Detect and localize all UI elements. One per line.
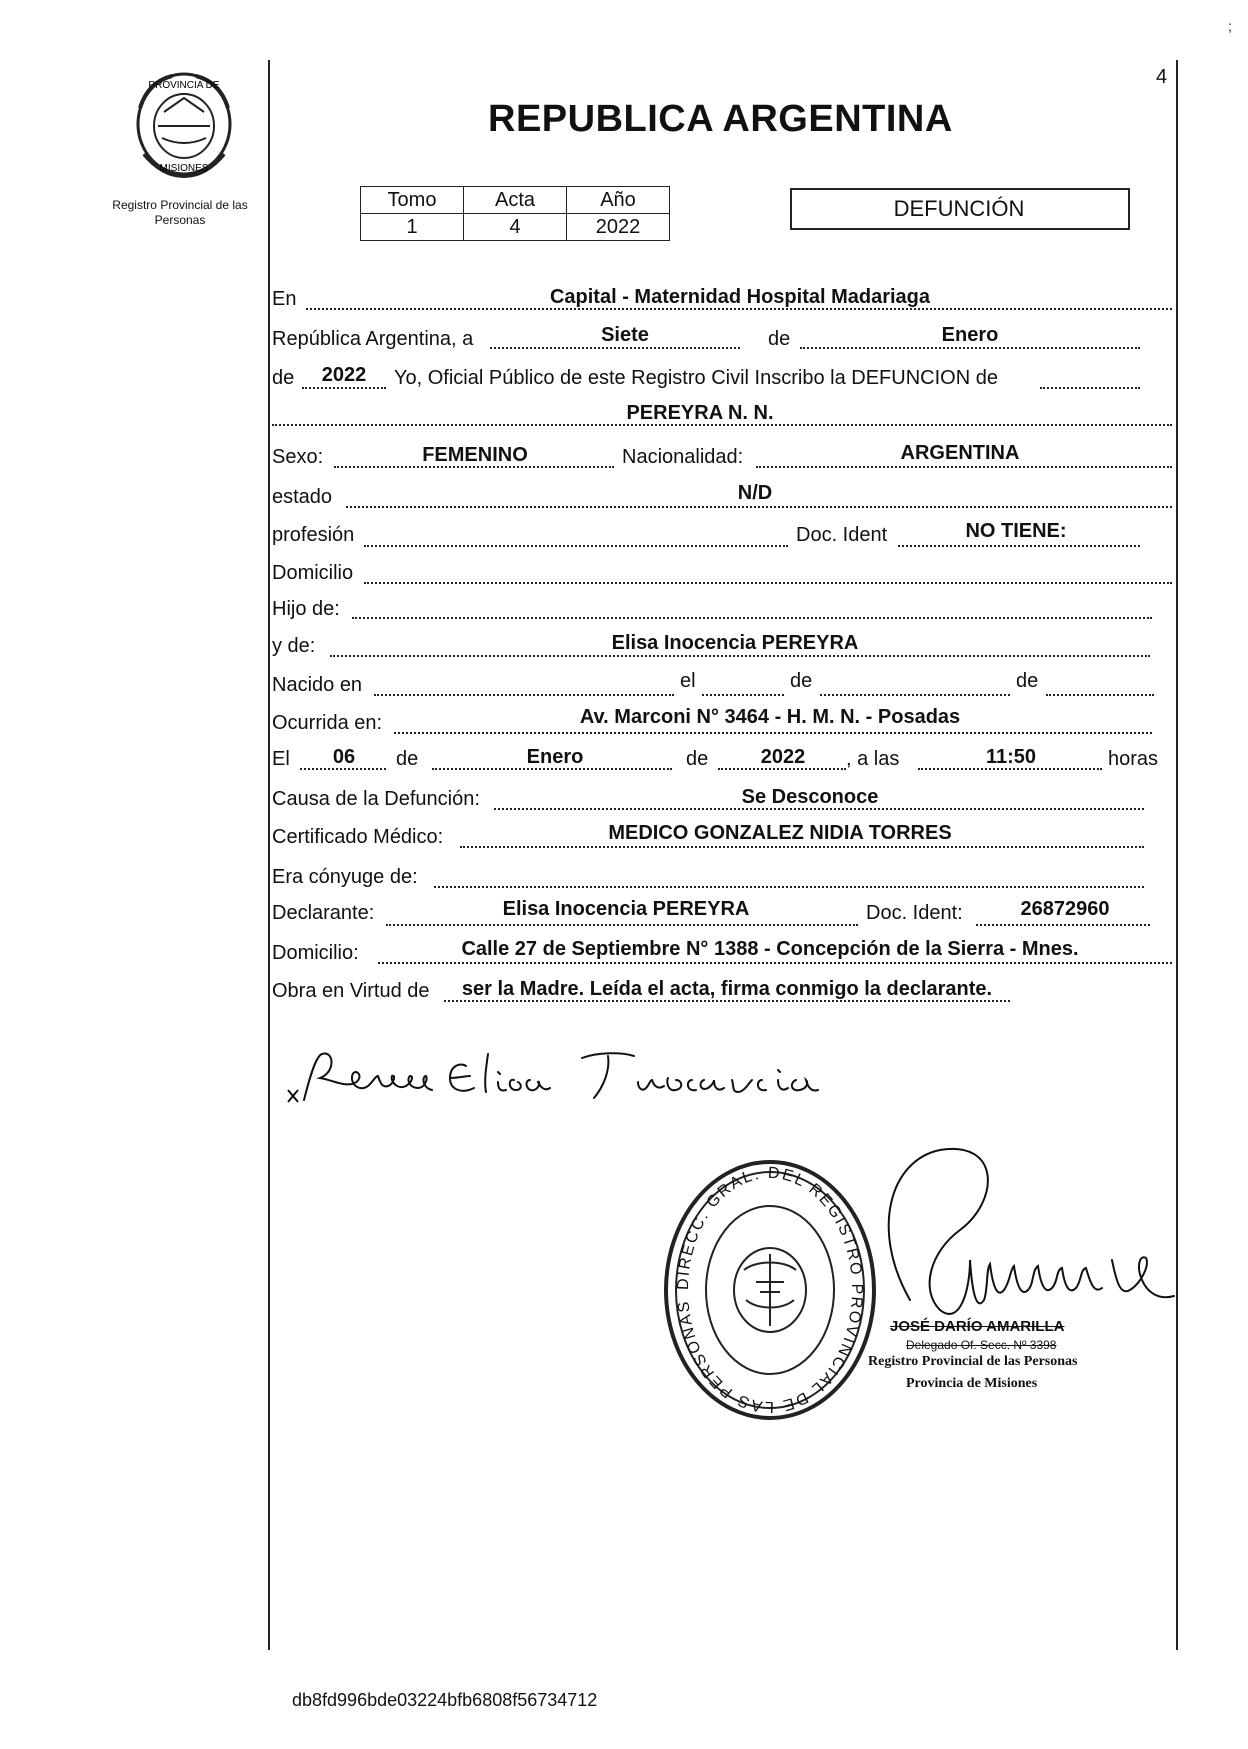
sexo-value: FEMENINO — [422, 444, 528, 466]
emblem-bottom-text: MISIONES — [159, 163, 209, 174]
left-margin-rule — [268, 60, 270, 1650]
seal-text: DIRECC. GRAL. DEL REGISTRO PROVINCIAL DE LAS PERSONAS — [674, 1164, 866, 1416]
emblem-top-text: PROVINCIA DE — [148, 80, 220, 91]
conyuge-label: Era cónyuge de: — [272, 866, 418, 888]
oficial-text: Yo, Oficial Público de este Registro Civil Inscribo la DEFUNCION de — [394, 367, 998, 389]
domicilio2-label: Domicilio: — [272, 942, 359, 964]
estado-label: estado — [272, 486, 333, 508]
de-label: de — [768, 328, 791, 350]
tomo-header: Tomo — [361, 187, 464, 214]
en-label: En — [272, 288, 297, 310]
obra-label: Obra en Virtud de — [272, 980, 430, 1002]
nacionalidad-line — [756, 466, 1172, 468]
sexo-label: Sexo: — [272, 446, 324, 468]
anio-header: Año — [567, 187, 670, 214]
right-margin-rule — [1176, 60, 1178, 1650]
doc-ident-line — [898, 545, 1140, 547]
page-number: 4 — [1156, 66, 1168, 88]
official-signature — [850, 1140, 1180, 1330]
day-value: Siete — [601, 324, 649, 346]
month-line — [800, 347, 1140, 349]
declarante-value: Elisa Inocencia PEREYRA — [502, 898, 750, 920]
mother-name: Elisa Inocencia PEREYRA — [611, 632, 859, 654]
certificado-line — [460, 846, 1144, 848]
death-month: Enero — [526, 746, 584, 768]
estado-value: N/D — [737, 482, 773, 504]
y-de-line — [330, 655, 1150, 657]
deceased-name: PEREYRA N. N. — [626, 402, 774, 424]
official-seal — [660, 1150, 880, 1420]
y-de-label: y de: — [272, 635, 316, 657]
doc-ident2-line — [976, 924, 1150, 926]
page-title: REPUBLICA ARGENTINA — [488, 98, 953, 140]
profesion-label: profesión — [272, 524, 355, 546]
de6-label: de — [686, 748, 709, 770]
certificado-value: MEDICO GONZALEZ NIDIA TORRES — [608, 822, 952, 844]
ocurrida-label: Ocurrida en: — [272, 712, 383, 734]
official-title: Delegado Of. Secc. Nº 3398 — [906, 1338, 1057, 1352]
tomo-value: 1 — [361, 214, 464, 241]
el2-label: El — [272, 748, 290, 770]
de4-label: de — [1016, 670, 1039, 692]
record-reference-table — [360, 186, 670, 241]
de5-label: de — [396, 748, 419, 770]
acta-value: 4 — [464, 214, 567, 241]
profesion-line — [364, 545, 788, 547]
certificado-label: Certificado Médico: — [272, 826, 444, 848]
estado-line — [346, 506, 1172, 508]
causa-line — [494, 808, 1144, 810]
official-name: JOSÉ DARÍO AMARILLA — [890, 1318, 1065, 1335]
doc-ident-label: Doc. Ident — [796, 524, 888, 546]
en-line — [306, 308, 1172, 310]
causa-value: Se Desconoce — [741, 786, 879, 808]
death-day-line — [300, 768, 386, 770]
de4-line — [1046, 694, 1154, 696]
doc-ident-value: NO TIENE: — [965, 520, 1067, 542]
death-day: 06 — [332, 746, 356, 768]
de3-line — [820, 694, 1010, 696]
nacido-label: Nacido en — [272, 674, 363, 696]
death-month-line — [432, 768, 672, 770]
doc-ident2-label: Doc. Ident: — [866, 902, 963, 924]
day-line — [490, 347, 740, 349]
hijo-line — [352, 617, 1152, 619]
acta-header: Acta — [464, 187, 567, 214]
doc-ident2-value: 26872960 — [1020, 898, 1110, 920]
sexo-line — [334, 466, 614, 468]
de2-label: de — [272, 367, 295, 389]
hijo-label: Hijo de: — [272, 598, 340, 620]
obra-line — [444, 1000, 1010, 1002]
de3-label: de — [790, 670, 813, 692]
ocurrida-line — [394, 732, 1152, 734]
death-year-line — [718, 768, 846, 770]
record-type: DEFUNCIÓN — [893, 196, 1025, 221]
a-las-label: , a las — [846, 748, 900, 770]
el-line — [702, 694, 784, 696]
nacido-line — [374, 694, 674, 696]
domicilio-label: Domicilio — [272, 562, 354, 584]
document-hash: db8fd996bde03224bfb6808f56734712 — [292, 1690, 598, 1710]
logo-caption: Registro Provincial de las Personas — [112, 198, 248, 227]
month-value: Enero — [941, 324, 999, 346]
en-value: Capital - Maternidad Hospital Madariaga — [549, 286, 931, 308]
year-line — [302, 387, 386, 389]
declarant-signature — [282, 1036, 822, 1116]
death-time-line — [918, 768, 1102, 770]
year-value: 2022 — [321, 364, 367, 386]
domicilio-line — [364, 582, 1172, 584]
conyuge-line — [434, 886, 1144, 888]
republica-label: República Argentina, a — [272, 328, 474, 350]
horas-label: horas — [1108, 748, 1159, 770]
provincial-emblem-logo — [128, 68, 240, 180]
death-year: 2022 — [760, 746, 806, 768]
nacionalidad-value: ARGENTINA — [900, 442, 1020, 464]
declarante-label: Declarante: — [272, 902, 375, 924]
deceased-name-line — [272, 424, 1172, 426]
causa-label: Causa de la Defunción: — [272, 788, 480, 810]
oficial-line — [1040, 387, 1140, 389]
obra-value: ser la Madre. Leída el acta, firma conmigo la declarante. — [461, 978, 993, 1000]
nacionalidad-label: Nacionalidad: — [622, 446, 744, 468]
anio-value: 2022 — [567, 214, 670, 241]
declarante-line — [386, 924, 858, 926]
domicilio2-value: Calle 27 de Septiembre N° 1388 - Concepción de la Sierra - Mnes. — [461, 938, 1079, 960]
domicilio2-line — [378, 962, 1172, 964]
official-office: Registro Provincial de las Personas — [868, 1354, 1078, 1369]
death-time: 11:50 — [985, 746, 1037, 768]
corner-mark: ; — [1228, 18, 1232, 34]
ocurrida-value: Av. Marconi N° 3464 - H. M. N. - Posadas — [579, 706, 961, 728]
official-province: Provincia de Misiones — [906, 1376, 1038, 1391]
el-label: el — [680, 670, 696, 692]
